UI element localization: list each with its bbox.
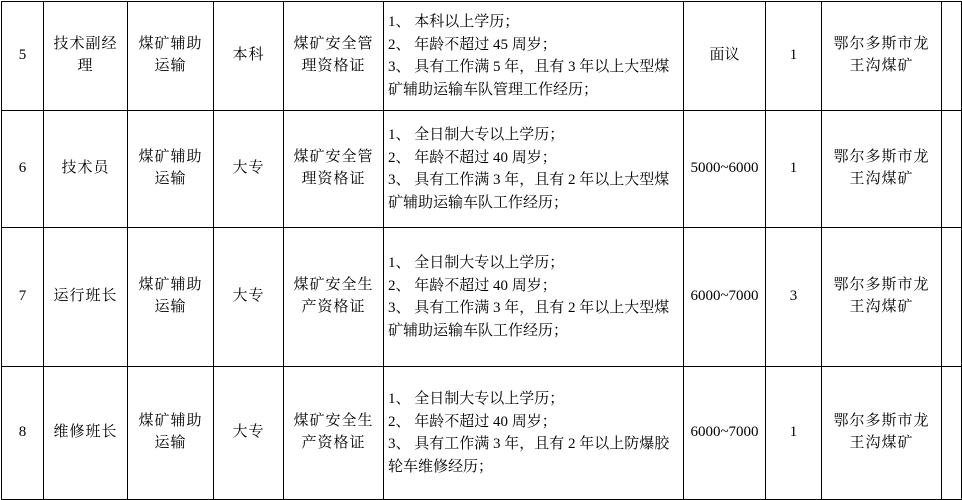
cell-serial-number: 5	[2, 2, 44, 111]
requirement-line: 1、 全日制大专以上学历；	[388, 255, 565, 271]
cell-education: 大专	[214, 228, 284, 367]
cell-serial-number: 8	[2, 367, 44, 500]
cell-certificate: 煤矿安全管理资格证	[284, 111, 384, 228]
cell-headcount: 1	[766, 367, 822, 500]
cell-workplace: 鄂尔多斯市龙王沟煤矿	[822, 111, 942, 228]
cell-post: 技术员	[44, 111, 128, 228]
cell-serial-number: 6	[2, 111, 44, 228]
cell-headcount: 1	[766, 111, 822, 228]
cell-education: 大专	[214, 111, 284, 228]
cell-extra	[942, 228, 962, 367]
cell-education: 大专	[214, 367, 284, 500]
cell-serial-number: 7	[2, 228, 44, 367]
cell-requirements	[384, 367, 684, 500]
cell-post: 维修班长	[44, 367, 128, 500]
document-page	[0, 1, 962, 488]
cell-unit: 煤矿辅助运输	[128, 2, 214, 111]
requirement-line: 2、 年龄不超过 40 周岁；	[388, 277, 557, 294]
requirement-line: 2、 年龄不超过 40 周岁；	[388, 149, 557, 166]
requirement-line: 1、 全日制大专以上学历；	[388, 391, 565, 407]
cell-salary: 面议	[684, 2, 766, 111]
cell-certificate: 煤矿安全管理资格证	[284, 2, 384, 111]
cell-headcount: 1	[766, 2, 822, 111]
cell-requirements	[384, 228, 684, 367]
cell-unit: 煤矿辅助运输	[128, 367, 214, 500]
requirement-line: 3、 具有工作满 3 年，且有 2 年以上防爆胶轮车维修经历；	[388, 436, 670, 475]
cell-workplace: 鄂尔多斯市龙王沟煤矿	[822, 228, 942, 367]
requirement-line: 3、 具有工作满 3 年，且有 2 年以上大型煤矿辅助运输车队工作经历；	[388, 300, 670, 339]
cell-unit: 煤矿辅助运输	[128, 228, 214, 367]
cell-salary: 6000~7000	[684, 228, 766, 367]
cell-requirements	[384, 2, 684, 111]
cell-extra	[942, 367, 962, 500]
requirement-line: 3、 具有工作满 3 年，且有 2 年以上大型煤矿辅助运输车队工作经历；	[388, 172, 670, 211]
table-row	[2, 367, 962, 500]
cell-headcount: 3	[766, 228, 822, 367]
table-row	[2, 2, 962, 111]
cell-requirements	[384, 111, 684, 228]
table-row	[2, 111, 962, 228]
table-row	[2, 228, 962, 367]
cell-extra	[942, 2, 962, 111]
cell-education: 本科	[214, 2, 284, 111]
cell-certificate: 煤矿安全生产资格证	[284, 367, 384, 500]
cell-workplace: 鄂尔多斯市龙王沟煤矿	[822, 367, 942, 500]
cell-salary: 6000~7000	[684, 367, 766, 500]
requirement-line: 3、 具有工作满 5 年，且有 3 年以上大型煤矿辅助运输车队管理工作经历；	[388, 59, 670, 98]
cell-extra	[942, 111, 962, 228]
requirement-line: 1、 本科以上学历；	[388, 14, 520, 30]
requirement-line: 2、 年龄不超过 45 周岁；	[388, 36, 557, 53]
job-requirements-table	[1, 1, 962, 500]
cell-unit: 煤矿辅助运输	[128, 111, 214, 228]
cell-certificate: 煤矿安全生产资格证	[284, 228, 384, 367]
requirement-line: 1、 全日制大专以上学历；	[388, 127, 565, 143]
requirement-line: 2、 年龄不超过 40 周岁；	[388, 413, 557, 430]
cell-post: 技术副经理	[44, 2, 128, 111]
cell-salary: 5000~6000	[684, 111, 766, 228]
cell-workplace: 鄂尔多斯市龙王沟煤矿	[822, 2, 942, 111]
cell-post: 运行班长	[44, 228, 128, 367]
